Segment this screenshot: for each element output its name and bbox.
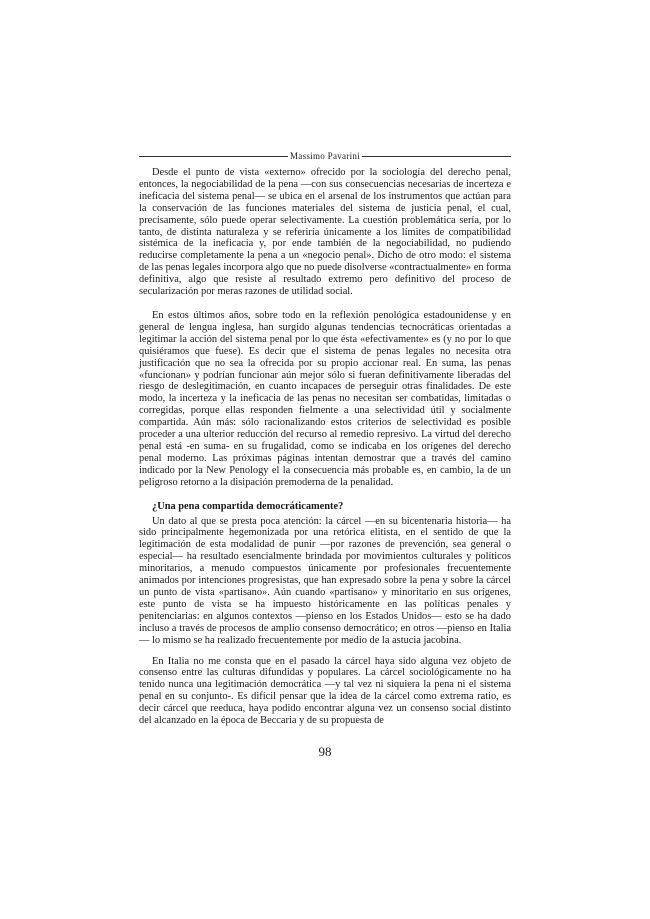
section-heading: ¿Una pena compartida democráticamente?: [152, 500, 344, 512]
page-number: 98: [318, 744, 332, 759]
header-rule-right: [362, 156, 511, 157]
paragraph: Desde el punto de vista «externo» ofrecido por la sociología del derecho penal, entonces, la negociabilidad de la pena —con sus consecuencias necesarias de incerteza e ineficacia del sistema penal— se ubica en el arsenal de los instrumentos que actúan para la conservación de las funciones materiales del sistema de justicia penal, el cual, precisamente, sólo puede operar selectivamente. La cuestión problemática sería, por lo tanto, de distinta naturaleza y se referiría únicamente a los límites de compatibilidad sistémica de la ineficacia y, por ende también de la negociabilidad, no pudiendo reducirse completamente la pena a un «negocio penal». Dicho de otro modo: el sistema de las penas legales incorpora algo que no puede disolverse «contractualmente» en forma definitiva, algo que resiste al resultado extremo pero definitivo del proceso de secularización por meras razones de utilidad social.: [139, 167, 511, 298]
paragraph: Un dato al que se presta poca atención: la cárcel —en su bicentenaria historia— ha sido principalmente hegemonizada por una retórica elitista, en el sentido de que la legitimación de esta modalidad de punir —por razones de prevención, sea general o especial— ha resultado esencialmente brindada por movimientos culturales y políticos minoritarios, a menudo compuestos únicamente por profesionales frecuentemente animados por intenciones progresistas, que han expresado sobre la pena y sobre la cárcel un punto de vista «partisano». Aún cuando «partisano» y minoritario en sus orígenes, este punto de vista se ha impuesto históricamente en las políticas penales y penitenciarias: en algunos contextos —pienso en los Estados Unidos— esto se ha dado incluso a través de procesos de amplio consenso democrático; en otros —pienso en Italia— lo mismo se ha realizado frecuentemente por medio de la astucia jacobina.: [139, 515, 511, 646]
running-header: [139, 151, 511, 161]
paragraph: En Italia no me consta que en el pasado la cárcel haya sido alguna vez objeto de consenso entre las culturas difundidas y populares. La cárcel sociológicamente no ha tenido nunca una legitimación democrática —y tal vez ni siquiera la pena ni el sistema penal en su conjunto-. Es difícil pensar que la idea de la cárcel como extrema ratio, es decir cárcel que reeduca, haya podido encontrar alguna vez un consenso social distinto del alcanzado en la época de Beccaria y de su propuesta de: [139, 655, 511, 727]
body-text: [139, 167, 511, 727]
running-head-author: Massimo Pavarini: [289, 151, 361, 161]
paragraph: En estos últimos años, sobre todo en la reflexión penológica estadounidense y en general de lengua inglesa, han surgido algunas tendencias tecnocráticas orientadas a legitimar la acción del sistema penal por lo que ésta «efectivamente» es (y no por lo que quisiéramos que fuese). Es decir que el sistema de penas legales no necesita otra justificación que no sea la ofrecida por su propio accionar real. En suma, las penas «funcionan» y podrían funcionar aún mejor sólo si fueran definitivamente liberadas del riesgo de deslegitimación, en cuanto incapaces de perseguir otras finalidades. De este modo, la incerteza y la ineficacia de las penas no necesitan ser combatidas, limitadas o corregidas, porque ellas responden fielmente a una selectividad útil y socialmente compartida. Aún más: sólo racionalizando estos criterios de selectividad es posible proceder a una ulterior reducción del recurso al remedio represivo. La virtud del derecho penal está -en suma- en su frugalidad, como se indicaba en los orígenes del derecho penal moderno. Las próximas páginas intentan demostrar que a través del camino indicado por la New Penology el la consecuencia más probable es, en cambio, la de un peligroso retorno a la disipación premoderna de la penalidad.: [139, 309, 511, 488]
header-rule-left: [139, 156, 288, 157]
